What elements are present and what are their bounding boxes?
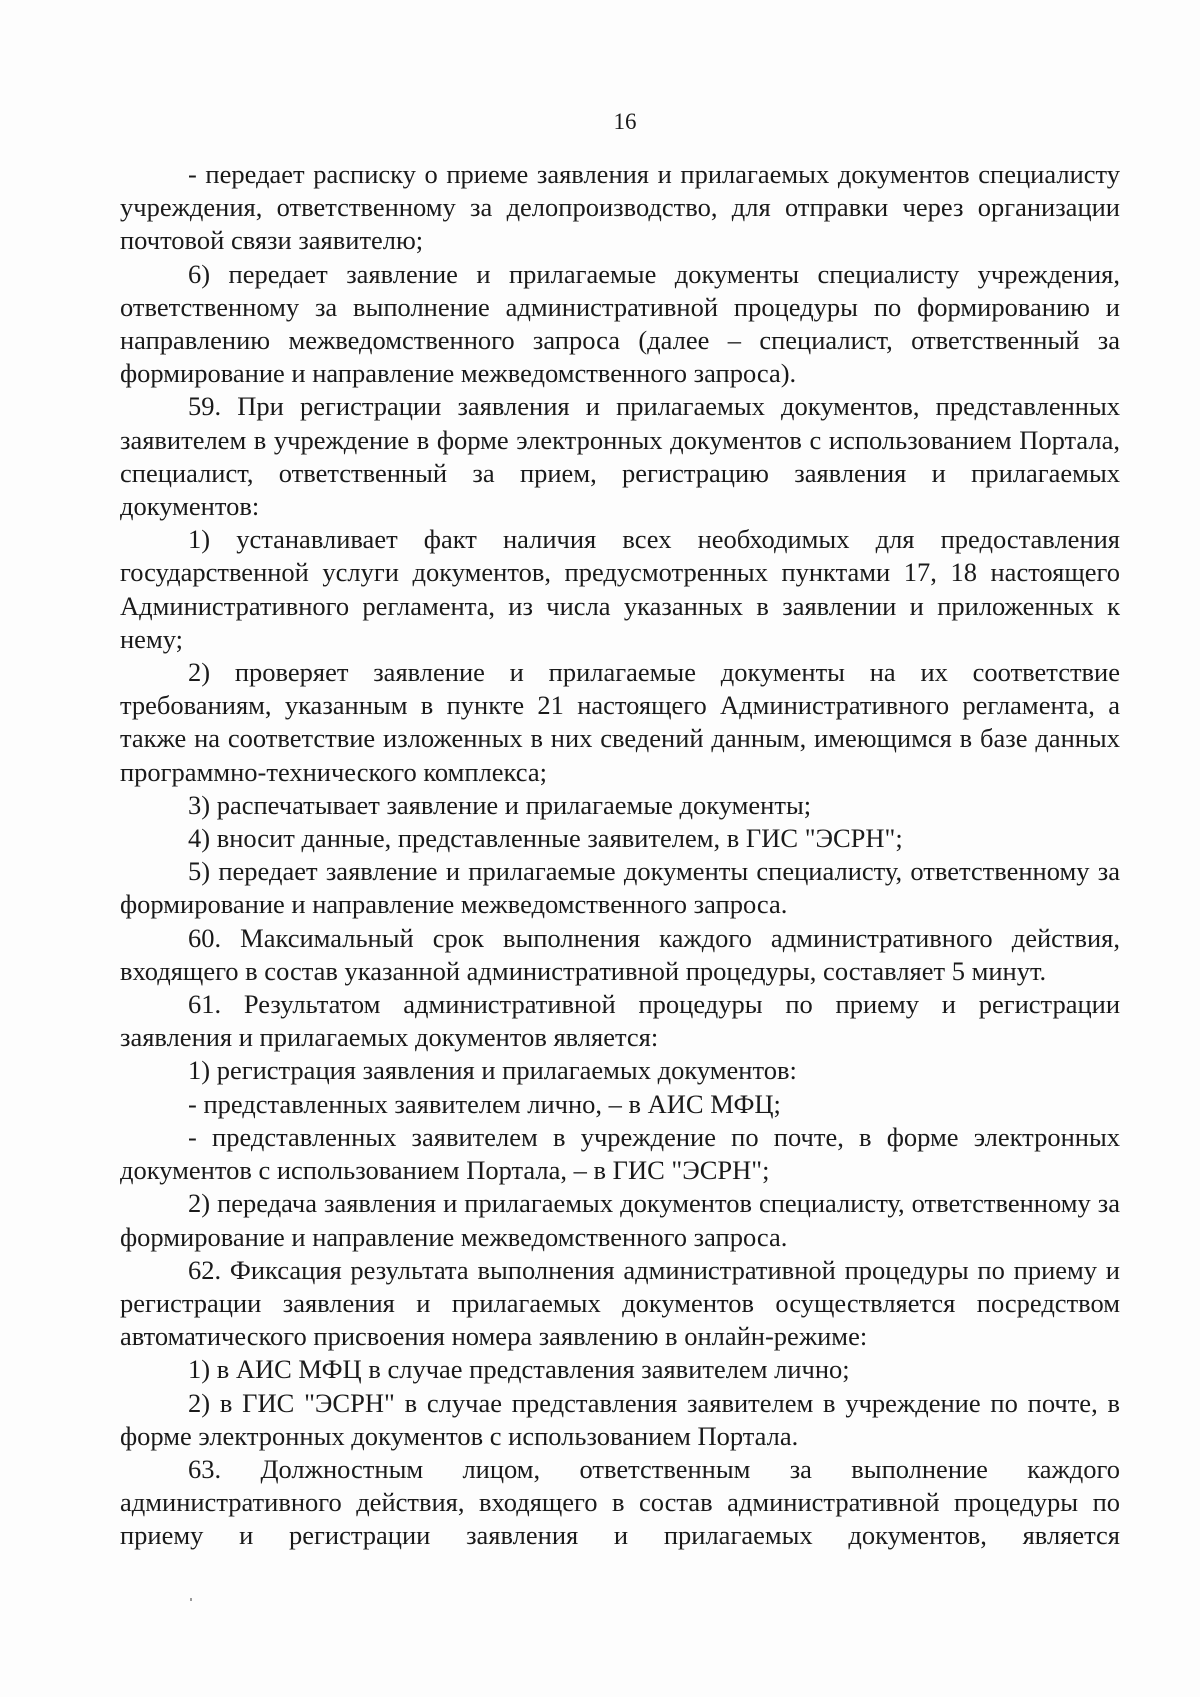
- paragraph-item-6: 6) передает заявление и прилагаемые документы специалисту учреждения, ответственному за выполнение административной процедуры по формированию и направлению межведомственного запроса (далее – специалист, ответственный за формирование и направление межведомственного запроса).: [120, 258, 1120, 389]
- paragraph-61-item-1-b: - представленных заявителем в учреждение по почте, в форме электронных документов с использованием Портала, – в ГИС "ЭСРН";: [120, 1121, 1120, 1186]
- paragraph-59-item-3: 3) распечатывает заявление и прилагаемые документы;: [188, 789, 812, 820]
- paragraph-59-item-2: 2) проверяет заявление и прилагаемые документы на их соответствие требованиям, указанным в пункте 21 настоящего Административного регламента, а также на соответствие изложенных в них сведений данным, имеющимся в базе данных программно-технического комплекса;: [120, 657, 1120, 787]
- paragraph-59: 59. При регистрации заявления и прилагаемых документов, представленных заявителем в учреждение в форме электронных документов с использованием Портала, специалист, ответственный за прием, регистрацию заявления и прилагаемых документов:: [120, 391, 1120, 522]
- body-text: [120, 158, 1120, 1553]
- paragraph-62-item-2: 2) в ГИС "ЭСРН" в случае представления заявителем в учреждение по почте, в форме электронных документов с использованием Портала.: [120, 1387, 1120, 1451]
- paragraph-62: 62. Фиксация результата выполнения административной процедуры по приему и регистрации заявления и прилагаемых документов осуществляется посредством автоматического присвоения номера заявлению в онлайн-режиме:: [120, 1254, 1120, 1352]
- paragraph-61-item-1: 1) регистрация заявления и прилагаемых документов:: [188, 1055, 797, 1086]
- paragraph-59-item-4: 4) вносит данные, представленные заявителем, в ГИС "ЭСРН";: [188, 823, 903, 854]
- paragraph-61-item-2: 2) передача заявления и прилагаемых документов специалисту, ответственному за формирование и направление межведомственного запроса.: [120, 1188, 1120, 1252]
- page-number: 16: [613, 109, 637, 134]
- paragraph-62-item-1: 1) в АИС МФЦ в случае представления заявителем лично;: [188, 1354, 850, 1385]
- paragraph-61: 61. Результатом административной процедуры по приему и регистрации заявления и прилагаемых документов является:: [120, 989, 1120, 1053]
- paragraph-63: 63. Должностным лицом, ответственным за выполнение каждого административного действия, входящего в состав административной процедуры по приему и регистрации заявления и прилагаемых документов, является: [120, 1453, 1120, 1551]
- paragraph-59-item-5: 5) передает заявление и прилагаемые документы специалисту, ответственному за формирование и направление межведомственного запроса.: [120, 856, 1120, 920]
- paragraph-receipt-transfer: - передает расписку о приеме заявления и прилагаемых документов специалисту учреждения, ответственному за делопроизводство, для отправки через организации почтовой связи заявителю;: [120, 159, 1120, 256]
- scan-speck: [190, 1598, 192, 1601]
- paragraph-61-item-1-a: - представленных заявителем лично, – в АИС МФЦ;: [188, 1088, 781, 1119]
- paragraph-60: 60. Максимальный срок выполнения каждого административного действия, входящего в состав указанной административной процедуры, составляет 5 минут.: [120, 922, 1120, 986]
- paragraph-59-item-1: 1) устанавливает факт наличия всех необходимых для предоставления государственной услуги документов, предусмотренных пунктами 17, 18 настоящего Административного регламента, из числа указанных в заявлении и приложенных к нему;: [120, 524, 1120, 654]
